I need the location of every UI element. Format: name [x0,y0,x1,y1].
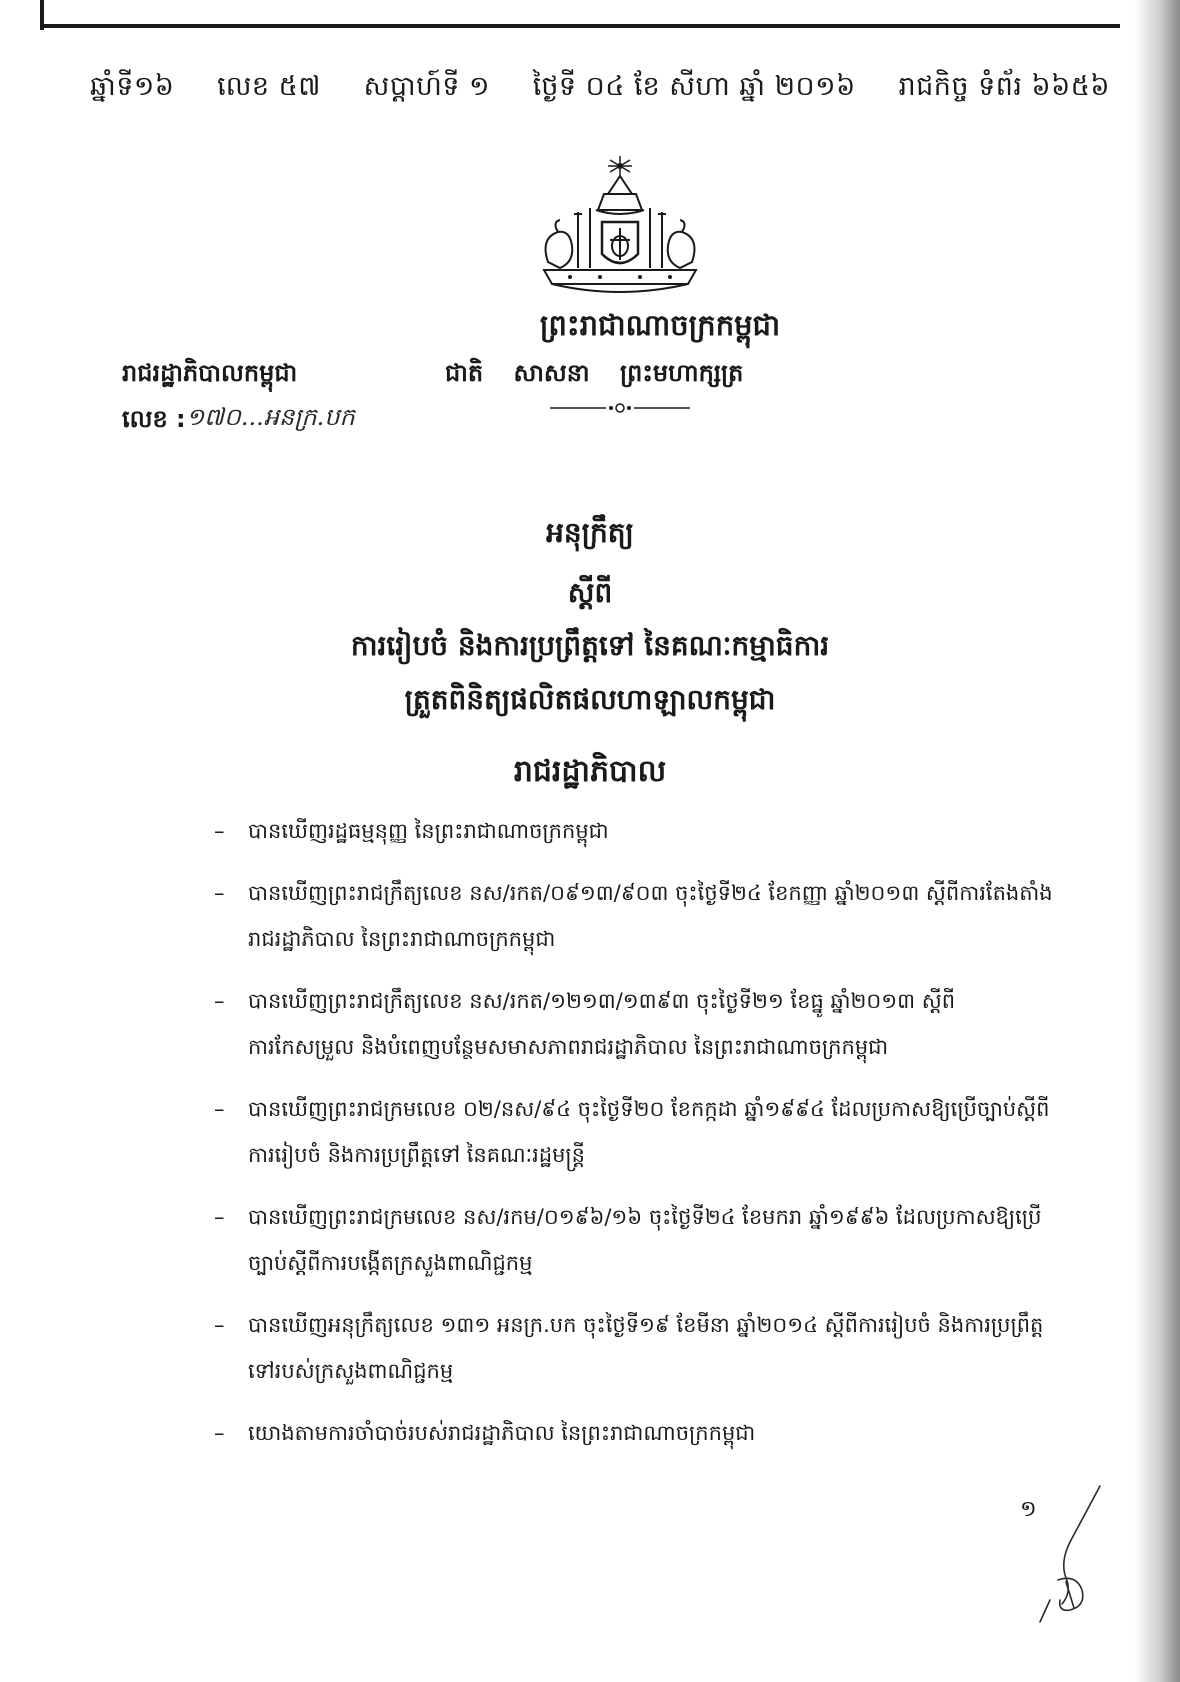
clause-dash: – [214,1313,225,1337]
top-border-line [40,24,1120,28]
clause-text: បានឃើញអនុក្រឹត្យលេខ ១៣១ អនក្រ.បក ចុះថ្ងៃទី១៩ ខែមីនា ឆ្នាំ២០១៤ ស្តីពីការរៀបចំ និងការប្រព្រឹត្តទៅរបស់ក្រសួងពាណិជ្ជកម្ម [248,1313,1044,1383]
preamble-clause [214,1086,1054,1178]
preamble-clause [214,1302,1054,1394]
clause-dash: – [214,1097,225,1121]
clause-text: បានឃើញព្រះរាជក្រមលេខ ០២/នស/៩៤ ចុះថ្ងៃទី២០ ខែកក្កដា ឆ្នាំ១៩៩៤ ដែលប្រកាសឱ្យប្រើច្បាប់ស្តីពីការរៀបចំ និងការប្រព្រឹត្តទៅ នៃគណៈរដ្ឋមន្ត្រី [248,1097,1050,1167]
preamble-clause [214,870,1054,962]
preamble-clause [214,1194,1054,1286]
clause-text: បានឃើញព្រះរាជក្រមលេខ នស/រកម/០១៩៦/១៦ ចុះថ្ងៃទី២៤ ខែមករា ឆ្នាំ១៩៩៦ ដែលប្រកាសឱ្យប្រើច្បាប់ស្តីពីការបង្កើតក្រសួងពាណិជ្ជកម្ម [248,1205,1042,1275]
issuer-heading: រាជរដ្ឋាភិបាល [513,754,667,789]
reference-number: ១៧០...អនក្រ.បក [186,403,355,431]
government-label: រាជរដ្ឋាភិបាលកម្ពុជា [122,359,298,387]
clause-dash: – [214,881,225,905]
kingdom-title: ព្រះរាជាណាចក្រកម្ពុជា [539,308,781,342]
preamble-clauses [214,808,1054,1472]
subject-line-2: ត្រួតពិនិត្យផលិតផលហាឡាលកម្ពុជា [404,683,776,716]
motto-divider-ornament [550,400,690,416]
document-type: អនុក្រឹត្យ [546,516,634,549]
clause-text: បានឃើញរដ្ឋធម្មនុញ្ញ នៃព្រះរាជាណាចក្រកម្ពុជា [248,819,609,843]
clause-text: បានឃើញព្រះរាជក្រឹត្យលេខ នស/រកត/០៩១៣/៩០៣ ចុះថ្ងៃទី២៤ ខែកញ្ញា ឆ្នាំ២០១៣ ស្តីពីការតែងតាំងរាជរដ្ឋាភិបាល នៃព្រះរាជាណាចក្រកម្ពុជា [248,881,1053,951]
gazette-header [90,70,1110,109]
clause-dash: – [214,989,225,1013]
clause-text: បានឃើញព្រះរាជក្រឹត្យលេខ នស/រកត/១២១៣/១៣៩៣ ចុះថ្ងៃទី២១ ខែធ្នូ ឆ្នាំ២០១៣ ស្តីពីការកែសម្រួល និងបំពេញបន្ថែមសមាសភាពរាជរដ្ឋាភិបាល នៃព្រះរាជាណាចក្រកម្ពុជា [248,989,956,1059]
clause-text: យោងតាមការចាំបាច់របស់រាជរដ្ឋាភិបាល នៃព្រះរាជាណាចក្រកម្ពុជា [248,1421,756,1445]
gazette-issue: លេខ ៥៧ [217,71,321,102]
subject-line-1: ការរៀបចំ និងការប្រព្រឹត្តទៅ នៃគណៈកម្មាធិការ [350,629,830,662]
gazette-year: ឆ្នាំទី១៦ [90,71,175,102]
page-number: ១ [1020,1497,1037,1522]
clause-dash: – [214,819,225,843]
national-motto: ជាតិ សាសនា ព្រះមហាក្សត្រ [445,359,744,387]
clause-dash: – [214,1421,225,1445]
scan-edge-shadow [1134,0,1180,1682]
preamble-clause [214,1410,1054,1456]
royal-coat-of-arms-icon [530,150,710,310]
preamble-clause [214,978,1054,1070]
reference-label: លេខ : [122,405,186,433]
left-border-tick [40,0,44,30]
gazette-page: រាជកិច្ច ទំព័រ ៦៦៥៦ [898,71,1110,102]
clause-dash: – [214,1205,225,1229]
gazette-week: សប្តាហ៍ទី ១ [363,71,490,102]
preamble-clause [214,808,1054,854]
handwritten-initial-icon [1000,1482,1110,1632]
gazette-date: ថ្ងៃទី ០៤ ខែ សីហា ឆ្នាំ ២០១៦ [532,71,856,102]
about-label: ស្តីពី [567,576,613,609]
